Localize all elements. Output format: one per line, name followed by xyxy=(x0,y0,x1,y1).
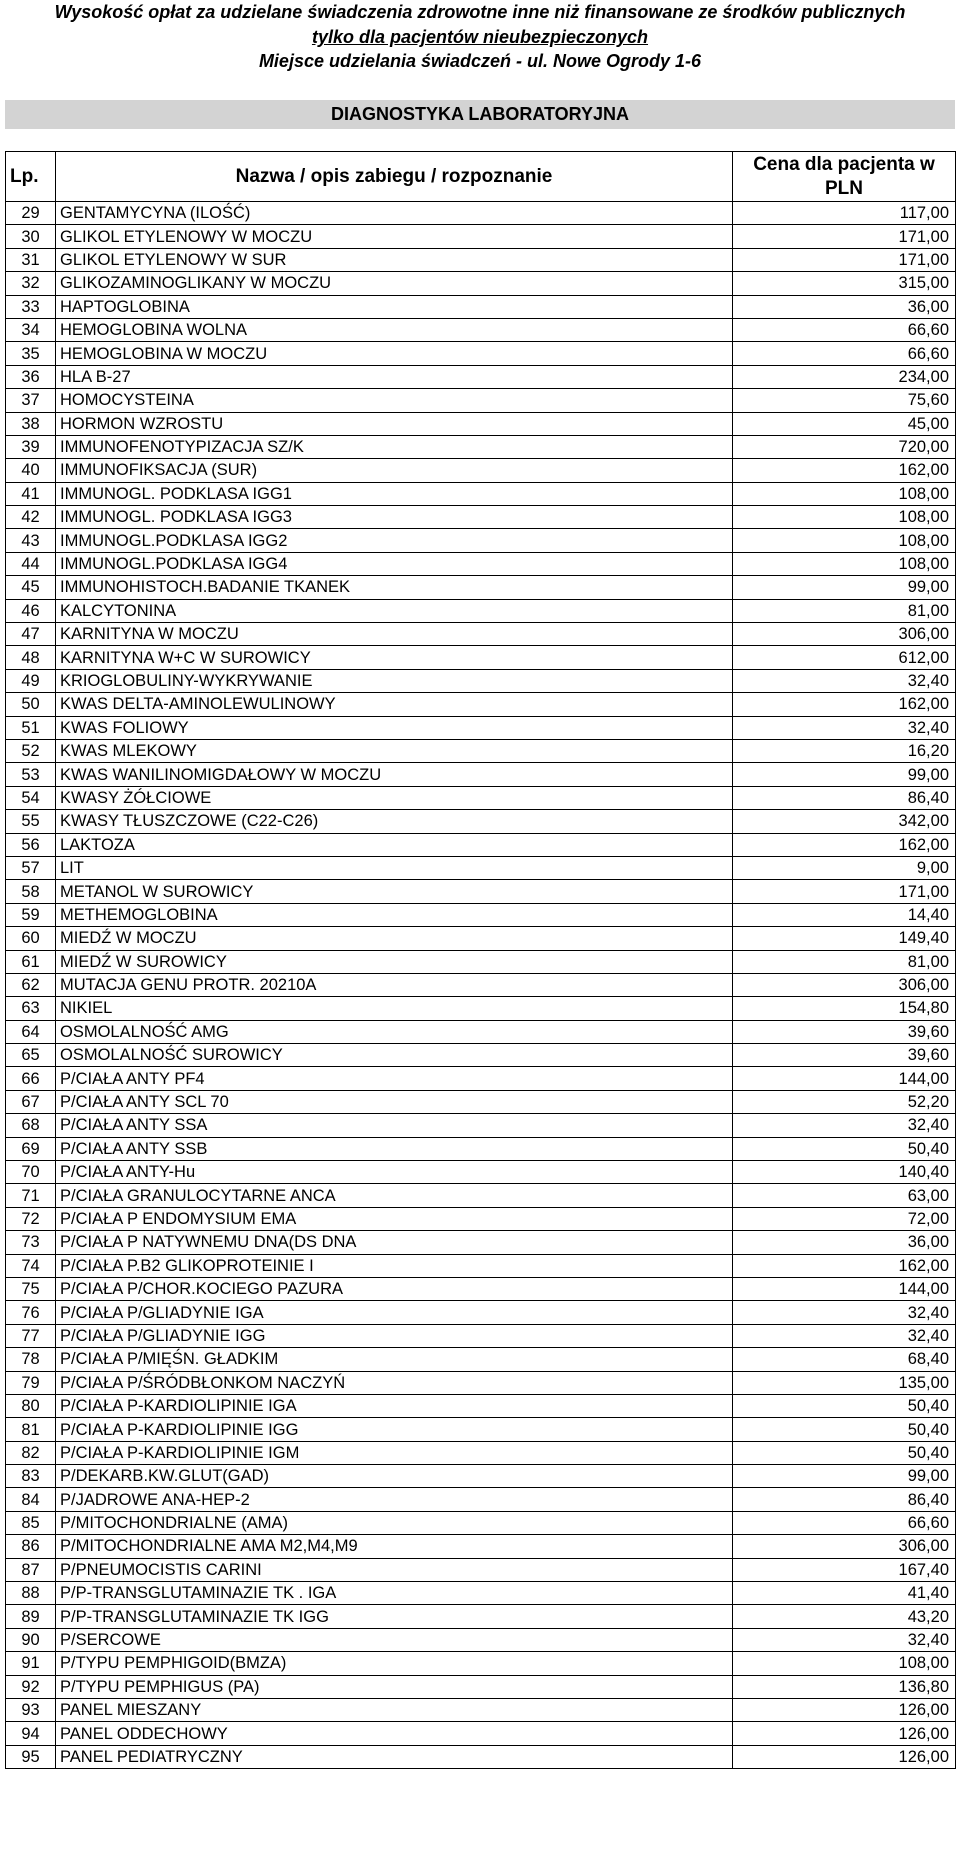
table-row xyxy=(6,1067,956,1090)
row-number: 61 xyxy=(6,950,56,973)
service-name: KALCYTONINA xyxy=(56,599,733,622)
service-name: P/CIAŁA P NATYWNEMU DNA(DS DNA xyxy=(56,1231,733,1254)
row-number: 92 xyxy=(6,1675,56,1698)
table-row xyxy=(6,1371,956,1394)
row-number: 47 xyxy=(6,623,56,646)
service-name: HEMOGLOBINA WOLNA xyxy=(56,318,733,341)
price-value: 14,40 xyxy=(733,903,956,926)
row-number: 62 xyxy=(6,973,56,996)
row-number: 75 xyxy=(6,1277,56,1300)
service-name: P/TYPU PEMPHIGUS (PA) xyxy=(56,1675,733,1698)
service-name: KWAS MLEKOWY xyxy=(56,739,733,762)
price-value: 136,80 xyxy=(733,1675,956,1698)
service-name: MIEDŹ W SUROWICY xyxy=(56,950,733,973)
table-row xyxy=(6,552,956,575)
service-name: KWAS DELTA-AMINOLEWULINOWY xyxy=(56,693,733,716)
price-value: 39,60 xyxy=(733,1044,956,1067)
table-row xyxy=(6,1699,956,1722)
price-value: 99,00 xyxy=(733,576,956,599)
price-value: 66,60 xyxy=(733,318,956,341)
price-value: 315,00 xyxy=(733,272,956,295)
price-value: 108,00 xyxy=(733,506,956,529)
price-value: 140,40 xyxy=(733,1161,956,1184)
row-number: 51 xyxy=(6,716,56,739)
row-number: 95 xyxy=(6,1745,56,1768)
table-row xyxy=(6,1652,956,1675)
service-name: LAKTOZA xyxy=(56,833,733,856)
service-name: METANOL W SUROWICY xyxy=(56,880,733,903)
price-value: 612,00 xyxy=(733,646,956,669)
table-row xyxy=(6,506,956,529)
service-name: KWAS WANILINOMIGDAŁOWY W MOCZU xyxy=(56,763,733,786)
document-subtitle: tylko dla pacjentów nieubezpieczonych xyxy=(311,27,649,47)
row-number: 36 xyxy=(6,365,56,388)
column-header-lp: Lp. xyxy=(6,152,56,202)
price-value: 162,00 xyxy=(733,1254,956,1277)
table-row xyxy=(6,225,956,248)
row-number: 50 xyxy=(6,693,56,716)
row-number: 71 xyxy=(6,1184,56,1207)
table-row xyxy=(6,810,956,833)
service-name: HAPTOGLOBINA xyxy=(56,295,733,318)
table-row xyxy=(6,880,956,903)
table-row xyxy=(6,973,956,996)
table-row xyxy=(6,1605,956,1628)
service-name: IMMUNOGL.PODKLASA IGG2 xyxy=(56,529,733,552)
price-value: 43,20 xyxy=(733,1605,956,1628)
service-name: P/CIAŁA P/GLIADYNIE IGA xyxy=(56,1301,733,1324)
service-name: MIEDŹ W MOCZU xyxy=(56,927,733,950)
table-row xyxy=(6,950,956,973)
price-value: 167,40 xyxy=(733,1558,956,1581)
price-value: 162,00 xyxy=(733,459,956,482)
service-name: LIT xyxy=(56,856,733,879)
service-name: P/P-TRANSGLUTAMINAZIE TK . IGA xyxy=(56,1582,733,1605)
service-name: P/JADROWE ANA-HEP-2 xyxy=(56,1488,733,1511)
row-number: 77 xyxy=(6,1324,56,1347)
service-name: KRIOGLOBULINY-WYKRYWANIE xyxy=(56,669,733,692)
service-name: KWASY ŻÓŁCIOWE xyxy=(56,786,733,809)
service-name: GLIKOZAMINOGLIKANY W MOCZU xyxy=(56,272,733,295)
table-row xyxy=(6,272,956,295)
price-value: 50,40 xyxy=(733,1394,956,1417)
price-value: 63,00 xyxy=(733,1184,956,1207)
price-value: 32,40 xyxy=(733,1628,956,1651)
service-name: P/CIAŁA ANTY-Hu xyxy=(56,1161,733,1184)
table-header-row xyxy=(6,152,956,202)
row-number: 38 xyxy=(6,412,56,435)
table-row xyxy=(6,1231,956,1254)
table-row xyxy=(6,927,956,950)
price-value: 99,00 xyxy=(733,763,956,786)
price-value: 32,40 xyxy=(733,669,956,692)
table-row xyxy=(6,1184,956,1207)
row-number: 29 xyxy=(6,202,56,225)
row-number: 53 xyxy=(6,763,56,786)
table-row xyxy=(6,1441,956,1464)
service-name: KWASY TŁUSZCZOWE (C22-C26) xyxy=(56,810,733,833)
price-value: 45,00 xyxy=(733,412,956,435)
row-number: 67 xyxy=(6,1090,56,1113)
table-row xyxy=(6,318,956,341)
service-name: P/CIAŁA P/GLIADYNIE IGG xyxy=(56,1324,733,1347)
row-number: 84 xyxy=(6,1488,56,1511)
price-value: 9,00 xyxy=(733,856,956,879)
price-value: 234,00 xyxy=(733,365,956,388)
table-row xyxy=(6,856,956,879)
service-name: P/CIAŁA P ENDOMYSIUM EMA xyxy=(56,1207,733,1230)
service-name: IMMUNOFIKSACJA (SUR) xyxy=(56,459,733,482)
service-name: MUTACJA GENU PROTR. 20210A xyxy=(56,973,733,996)
row-number: 54 xyxy=(6,786,56,809)
price-value: 41,40 xyxy=(733,1582,956,1605)
table-row xyxy=(6,1558,956,1581)
price-value: 32,40 xyxy=(733,1301,956,1324)
table-row xyxy=(6,1348,956,1371)
row-number: 83 xyxy=(6,1465,56,1488)
price-value: 171,00 xyxy=(733,225,956,248)
table-row xyxy=(6,763,956,786)
row-number: 70 xyxy=(6,1161,56,1184)
service-name: P/CIAŁA GRANULOCYTARNE ANCA xyxy=(56,1184,733,1207)
location-line: Miejsce udzielania świadczeń - ul. Nowe Ogrody 1-6 xyxy=(258,51,702,71)
table-row xyxy=(6,903,956,926)
price-value: 32,40 xyxy=(733,716,956,739)
row-number: 63 xyxy=(6,997,56,1020)
row-number: 60 xyxy=(6,927,56,950)
row-number: 57 xyxy=(6,856,56,879)
row-number: 44 xyxy=(6,552,56,575)
table-row xyxy=(6,1675,956,1698)
table-row xyxy=(6,599,956,622)
service-name: P/CIAŁA P-KARDIOLIPINIE IGA xyxy=(56,1394,733,1417)
price-value: 144,00 xyxy=(733,1277,956,1300)
table-row xyxy=(6,342,956,365)
price-value: 16,20 xyxy=(733,739,956,762)
row-number: 81 xyxy=(6,1418,56,1441)
row-number: 31 xyxy=(6,248,56,271)
row-number: 41 xyxy=(6,482,56,505)
row-number: 85 xyxy=(6,1511,56,1534)
price-value: 154,80 xyxy=(733,997,956,1020)
table-row xyxy=(6,412,956,435)
row-number: 42 xyxy=(6,506,56,529)
service-name: P/CIAŁA P/CHOR.KOCIEGO PAZURA xyxy=(56,1277,733,1300)
service-name: P/DEKARB.KW.GLUT(GAD) xyxy=(56,1465,733,1488)
row-number: 64 xyxy=(6,1020,56,1043)
price-value: 306,00 xyxy=(733,1535,956,1558)
table-row xyxy=(6,1161,956,1184)
row-number: 80 xyxy=(6,1394,56,1417)
row-number: 46 xyxy=(6,599,56,622)
service-name: P/SERCOWE xyxy=(56,1628,733,1651)
table-row xyxy=(6,529,956,552)
service-name: P/CIAŁA ANTY SSB xyxy=(56,1137,733,1160)
service-name: KARNITYNA W MOCZU xyxy=(56,623,733,646)
price-value: 72,00 xyxy=(733,1207,956,1230)
table-row xyxy=(6,295,956,318)
service-name: P/CIAŁA P.B2 GLIKOPROTEINIE I xyxy=(56,1254,733,1277)
price-value: 117,00 xyxy=(733,202,956,225)
table-row xyxy=(6,646,956,669)
row-number: 37 xyxy=(6,389,56,412)
row-number: 55 xyxy=(6,810,56,833)
table-row xyxy=(6,669,956,692)
table-row xyxy=(6,1301,956,1324)
service-name: KARNITYNA W+C W SUROWICY xyxy=(56,646,733,669)
price-value: 68,40 xyxy=(733,1348,956,1371)
table-row xyxy=(6,739,956,762)
price-value: 162,00 xyxy=(733,693,956,716)
row-number: 52 xyxy=(6,739,56,762)
row-number: 87 xyxy=(6,1558,56,1581)
table-row xyxy=(6,1277,956,1300)
column-header-name: Nazwa / opis zabiegu / rozpoznanie xyxy=(56,152,733,202)
service-name: P/MITOCHONDRIALNE (AMA) xyxy=(56,1511,733,1534)
service-name: HORMON WZROSTU xyxy=(56,412,733,435)
price-value: 149,40 xyxy=(733,927,956,950)
service-name: HOMOCYSTEINA xyxy=(56,389,733,412)
row-number: 86 xyxy=(6,1535,56,1558)
row-number: 39 xyxy=(6,435,56,458)
table-row xyxy=(6,1044,956,1067)
table-row xyxy=(6,459,956,482)
price-value: 108,00 xyxy=(733,529,956,552)
service-name: PANEL ODDECHOWY xyxy=(56,1722,733,1745)
table-row xyxy=(6,389,956,412)
row-number: 78 xyxy=(6,1348,56,1371)
table-row xyxy=(6,202,956,225)
service-name: PANEL PEDIATRYCZNY xyxy=(56,1745,733,1768)
price-value: 108,00 xyxy=(733,1652,956,1675)
table-row xyxy=(6,1488,956,1511)
table-row xyxy=(6,1418,956,1441)
service-name: GLIKOL ETYLENOWY W SUR xyxy=(56,248,733,271)
service-name: P/CIAŁA ANTY SCL 70 xyxy=(56,1090,733,1113)
price-value: 81,00 xyxy=(733,950,956,973)
service-name: P/CIAŁA P/ŚRÓDBŁONKOM NACZYŃ xyxy=(56,1371,733,1394)
table-row xyxy=(6,997,956,1020)
table-row xyxy=(6,248,956,271)
table-row xyxy=(6,1535,956,1558)
table-row xyxy=(6,435,956,458)
service-name: METHEMOGLOBINA xyxy=(56,903,733,926)
column-header-price xyxy=(733,152,956,202)
row-number: 58 xyxy=(6,880,56,903)
row-number: 90 xyxy=(6,1628,56,1651)
price-value: 66,60 xyxy=(733,1511,956,1534)
row-number: 32 xyxy=(6,272,56,295)
price-value: 108,00 xyxy=(733,482,956,505)
row-number: 34 xyxy=(6,318,56,341)
document-title: Wysokość opłat za udzielane świadczenia zdrowotne inne niż finansowane ze środków publicznych xyxy=(54,2,906,22)
table-row xyxy=(6,1324,956,1347)
row-number: 93 xyxy=(6,1699,56,1722)
service-name: IMMUNOGL. PODKLASA IGG3 xyxy=(56,506,733,529)
price-value: 306,00 xyxy=(733,973,956,996)
section-title: DIAGNOSTYKA LABORATORYJNA xyxy=(5,100,955,129)
column-header-price-line2: PLN xyxy=(825,177,863,199)
table-row xyxy=(6,365,956,388)
price-value: 171,00 xyxy=(733,880,956,903)
price-value: 126,00 xyxy=(733,1699,956,1722)
service-name: P/P-TRANSGLUTAMINAZIE TK IGG xyxy=(56,1605,733,1628)
service-name: NIKIEL xyxy=(56,997,733,1020)
service-name: HEMOGLOBINA W MOCZU xyxy=(56,342,733,365)
service-name: GENTAMYCYNA (ILOŚĆ) xyxy=(56,202,733,225)
table-row xyxy=(6,786,956,809)
row-number: 56 xyxy=(6,833,56,856)
service-name: HLA B-27 xyxy=(56,365,733,388)
service-name: P/CIAŁA P-KARDIOLIPINIE IGG xyxy=(56,1418,733,1441)
service-name: PANEL MIESZANY xyxy=(56,1699,733,1722)
table-row xyxy=(6,1114,956,1137)
price-value: 108,00 xyxy=(733,552,956,575)
price-value: 86,40 xyxy=(733,786,956,809)
service-name: P/CIAŁA P/MIĘŚN. GŁADKIM xyxy=(56,1348,733,1371)
row-number: 89 xyxy=(6,1605,56,1628)
row-number: 79 xyxy=(6,1371,56,1394)
price-value: 126,00 xyxy=(733,1722,956,1745)
table-row xyxy=(6,716,956,739)
price-value: 39,60 xyxy=(733,1020,956,1043)
price-value: 32,40 xyxy=(733,1324,956,1347)
row-number: 43 xyxy=(6,529,56,552)
price-value: 720,00 xyxy=(733,435,956,458)
service-name: OSMOLALNOŚĆ SUROWICY xyxy=(56,1044,733,1067)
row-number: 91 xyxy=(6,1652,56,1675)
row-number: 30 xyxy=(6,225,56,248)
table-row xyxy=(6,576,956,599)
price-value: 52,20 xyxy=(733,1090,956,1113)
price-value: 36,00 xyxy=(733,1231,956,1254)
price-value: 126,00 xyxy=(733,1745,956,1768)
table-row xyxy=(6,693,956,716)
table-row xyxy=(6,1137,956,1160)
row-number: 48 xyxy=(6,646,56,669)
row-number: 68 xyxy=(6,1114,56,1137)
service-name: GLIKOL ETYLENOWY W MOCZU xyxy=(56,225,733,248)
table-row xyxy=(6,482,956,505)
table-row xyxy=(6,1394,956,1417)
price-value: 50,40 xyxy=(733,1441,956,1464)
table-row xyxy=(6,623,956,646)
price-value: 144,00 xyxy=(733,1067,956,1090)
row-number: 45 xyxy=(6,576,56,599)
service-name: P/CIAŁA ANTY SSA xyxy=(56,1114,733,1137)
row-number: 76 xyxy=(6,1301,56,1324)
table-row xyxy=(6,1020,956,1043)
row-number: 94 xyxy=(6,1722,56,1745)
price-value: 171,00 xyxy=(733,248,956,271)
price-value: 99,00 xyxy=(733,1465,956,1488)
row-number: 74 xyxy=(6,1254,56,1277)
row-number: 35 xyxy=(6,342,56,365)
price-value: 32,40 xyxy=(733,1114,956,1137)
service-name: IMMUNOGL.PODKLASA IGG4 xyxy=(56,552,733,575)
column-header-price-line1: Cena dla pacjenta w xyxy=(753,153,935,175)
service-name: IMMUNOGL. PODKLASA IGG1 xyxy=(56,482,733,505)
table-body xyxy=(6,202,956,1769)
row-number: 33 xyxy=(6,295,56,318)
row-number: 59 xyxy=(6,903,56,926)
table-row xyxy=(6,1090,956,1113)
service-name: P/PNEUMOCISTIS CARINI xyxy=(56,1558,733,1581)
service-name: P/TYPU PEMPHIGOID(BMZA) xyxy=(56,1652,733,1675)
price-table xyxy=(5,151,956,1769)
table-row xyxy=(6,1254,956,1277)
service-name: IMMUNOHISTOCH.BADANIE TKANEK xyxy=(56,576,733,599)
price-value: 135,00 xyxy=(733,1371,956,1394)
table-row xyxy=(6,1722,956,1745)
table-row xyxy=(6,1745,956,1768)
price-value: 66,60 xyxy=(733,342,956,365)
table-row xyxy=(6,1465,956,1488)
service-name: OSMOLALNOŚĆ AMG xyxy=(56,1020,733,1043)
table-row xyxy=(6,833,956,856)
price-value: 81,00 xyxy=(733,599,956,622)
row-number: 73 xyxy=(6,1231,56,1254)
price-value: 75,60 xyxy=(733,389,956,412)
row-number: 40 xyxy=(6,459,56,482)
price-value: 50,40 xyxy=(733,1137,956,1160)
service-name: IMMUNOFENOTYPIZACJA SZ/K xyxy=(56,435,733,458)
row-number: 66 xyxy=(6,1067,56,1090)
row-number: 88 xyxy=(6,1582,56,1605)
price-value: 162,00 xyxy=(733,833,956,856)
table-row xyxy=(6,1628,956,1651)
row-number: 65 xyxy=(6,1044,56,1067)
table-row xyxy=(6,1582,956,1605)
price-value: 342,00 xyxy=(733,810,956,833)
price-value: 306,00 xyxy=(733,623,956,646)
service-name: KWAS FOLIOWY xyxy=(56,716,733,739)
row-number: 69 xyxy=(6,1137,56,1160)
row-number: 49 xyxy=(6,669,56,692)
table-row xyxy=(6,1207,956,1230)
price-value: 86,40 xyxy=(733,1488,956,1511)
price-value: 50,40 xyxy=(733,1418,956,1441)
service-name: P/CIAŁA ANTY PF4 xyxy=(56,1067,733,1090)
service-name: P/CIAŁA P-KARDIOLIPINIE IGM xyxy=(56,1441,733,1464)
price-value: 36,00 xyxy=(733,295,956,318)
service-name: P/MITOCHONDRIALNE AMA M2,M4,M9 xyxy=(56,1535,733,1558)
row-number: 72 xyxy=(6,1207,56,1230)
table-row xyxy=(6,1511,956,1534)
row-number: 82 xyxy=(6,1441,56,1464)
